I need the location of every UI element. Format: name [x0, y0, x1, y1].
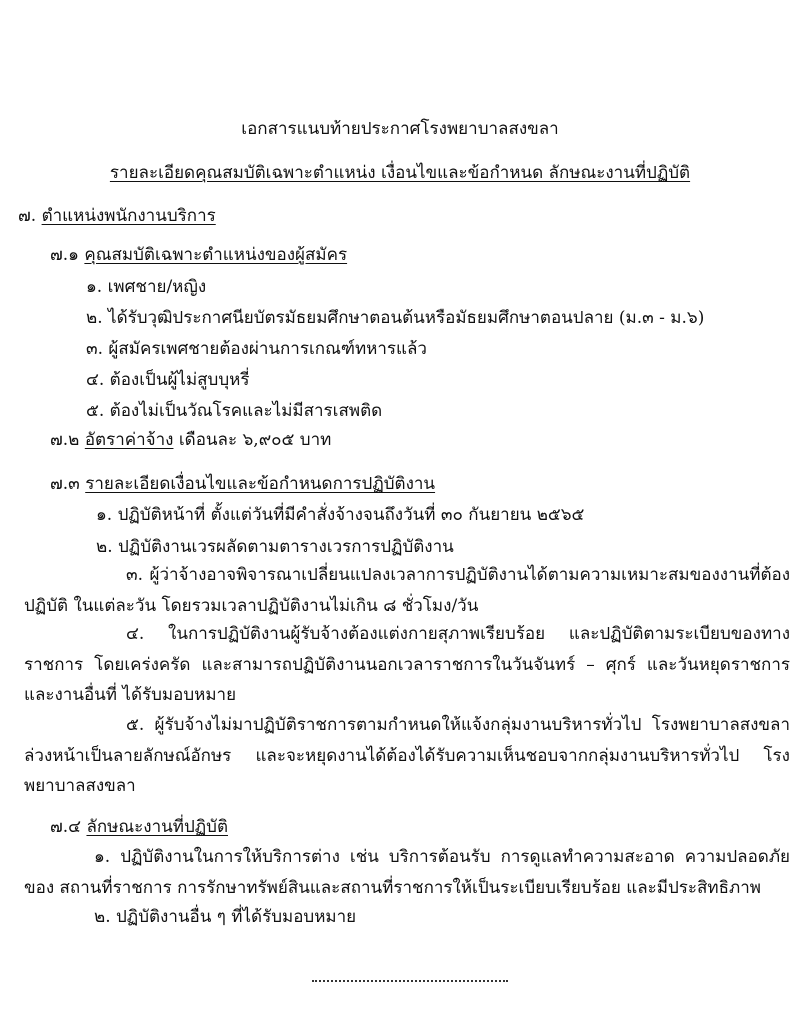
- qualification-item: ๕. ต้องไม่เป็นวัณโรคและไม่มีสารเสพติด: [86, 401, 383, 421]
- qualification-item: ๑. เพศชาย/หญิง: [86, 277, 207, 297]
- section-title: ตำแหน่งพนักงานบริการ: [41, 206, 216, 226]
- dotted-line: [312, 980, 508, 982]
- condition-item: ๒. ปฏิบัติงานเวรผลัดตามตารางเวรการปฏิบัติงาน: [96, 537, 454, 557]
- wage-line: [50, 428, 331, 452]
- section-number: ๗.: [18, 206, 37, 226]
- wage-amount: เดือนละ ๖,๙๐๕ บาท: [178, 430, 332, 450]
- duty-paragraph: ๑. ปฏิบัติงานในการให้บริการต่าง เช่น บริการต้อนรับ การดูแลทำความสะอาด ความปลอดภัยของ สถานที่ราชการ การรักษาทรัพย์สินและสถานที่ราชการให้เป็นระเบียบเรียบร้อย และมีประสิทธิภาพ: [24, 847, 790, 898]
- qualification-item: ๔. ต้องเป็นผู้ไม่สูบบุหรี่: [86, 370, 250, 390]
- duties-number: ๗.๔: [50, 817, 82, 837]
- condition-item: ๑. ปฏิบัติหน้าที่ ตั้งแต่วันที่มีคำสั่งจ้างจนถึงวันที่ ๓๐ กันยายน ๒๕๖๕: [96, 505, 585, 525]
- qualification-item: ๓. ผู้สมัครเพศชายต้องผ่านการเกณฑ์ทหารแล้ว: [86, 339, 427, 359]
- duties-title: ลักษณะงานที่ปฏิบัติ: [86, 817, 228, 837]
- condition-paragraph: ๔. ในการปฏิบัติงานผู้รับจ้างต้องแต่งกายสุภาพเรียบร้อย และปฏิบัติตามระเบียบของทางราชการ โดยเคร่งครัด และสามารถปฏิบัติงานนอกเวลาราชการในวันจันทร์ – ศุกร์ และวันหยุดราชการ และงานอื่นที่ ได้รับมอบหมาย: [24, 624, 790, 705]
- wage-title: อัตราค่าจ้าง: [84, 430, 174, 450]
- conditions-title: รายละเอียดเงื่อนไขและข้อกำหนดการปฏิบัติงาน: [85, 474, 436, 494]
- conditions-number: ๗.๓: [50, 474, 80, 494]
- document-subtitle: รายละเอียดคุณสมบัติเฉพาะตำแหน่ง เงื่อนไขและข้อกำหนด ลักษณะงานที่ปฏิบัติ: [109, 163, 691, 183]
- section-heading: [18, 204, 216, 228]
- qualifications-heading: [50, 243, 347, 267]
- conditions-heading: [50, 472, 435, 496]
- qualifications-number: ๗.๑: [50, 245, 79, 265]
- condition-paragraph: ๓. ผู้ว่าจ้างอาจพิจารณาเปลี่ยนแปลงเวลาการปฏิบัติงานได้ตามความเหมาะสมของงานที่ต้องปฏิบัติ ในแต่ละวัน โดยรวมเวลาปฏิบัติงานไม่เกิน ๘ ชั่วโมง/วัน: [24, 565, 790, 616]
- condition-paragraph: ๕. ผู้รับจ้างไม่มาปฏิบัติราชการตามกำหนดให้แจ้งกลุ่มงานบริหารทั่วไป โรงพยาบาลสงขลา ล่วงหน้าเป็นลายลักษณ์อักษร และจะหยุดงานได้ต้องได้รับความเห็นชอบจากกลุ่มงานบริหารทั่วไป โรงพยาบาลสงขลา: [24, 715, 790, 796]
- duties-heading: [50, 815, 228, 839]
- duty-item: ๒. ปฏิบัติงานอื่น ๆ ที่ได้รับมอบหมาย: [94, 907, 357, 927]
- qualifications-title: คุณสมบัติเฉพาะตำแหน่งของผู้สมัคร: [84, 245, 348, 265]
- qualification-item: ๒. ได้รับวุฒิประกาศนียบัตรมัธยมศึกษาตอนต้นหรือมัธยมศึกษาตอนปลาย (ม.๓ - ม.๖): [86, 308, 705, 328]
- wage-number: ๗.๒: [50, 430, 80, 450]
- document-title: เอกสารแนบท้ายประกาศโรงพยาบาลสงขลา: [241, 119, 559, 139]
